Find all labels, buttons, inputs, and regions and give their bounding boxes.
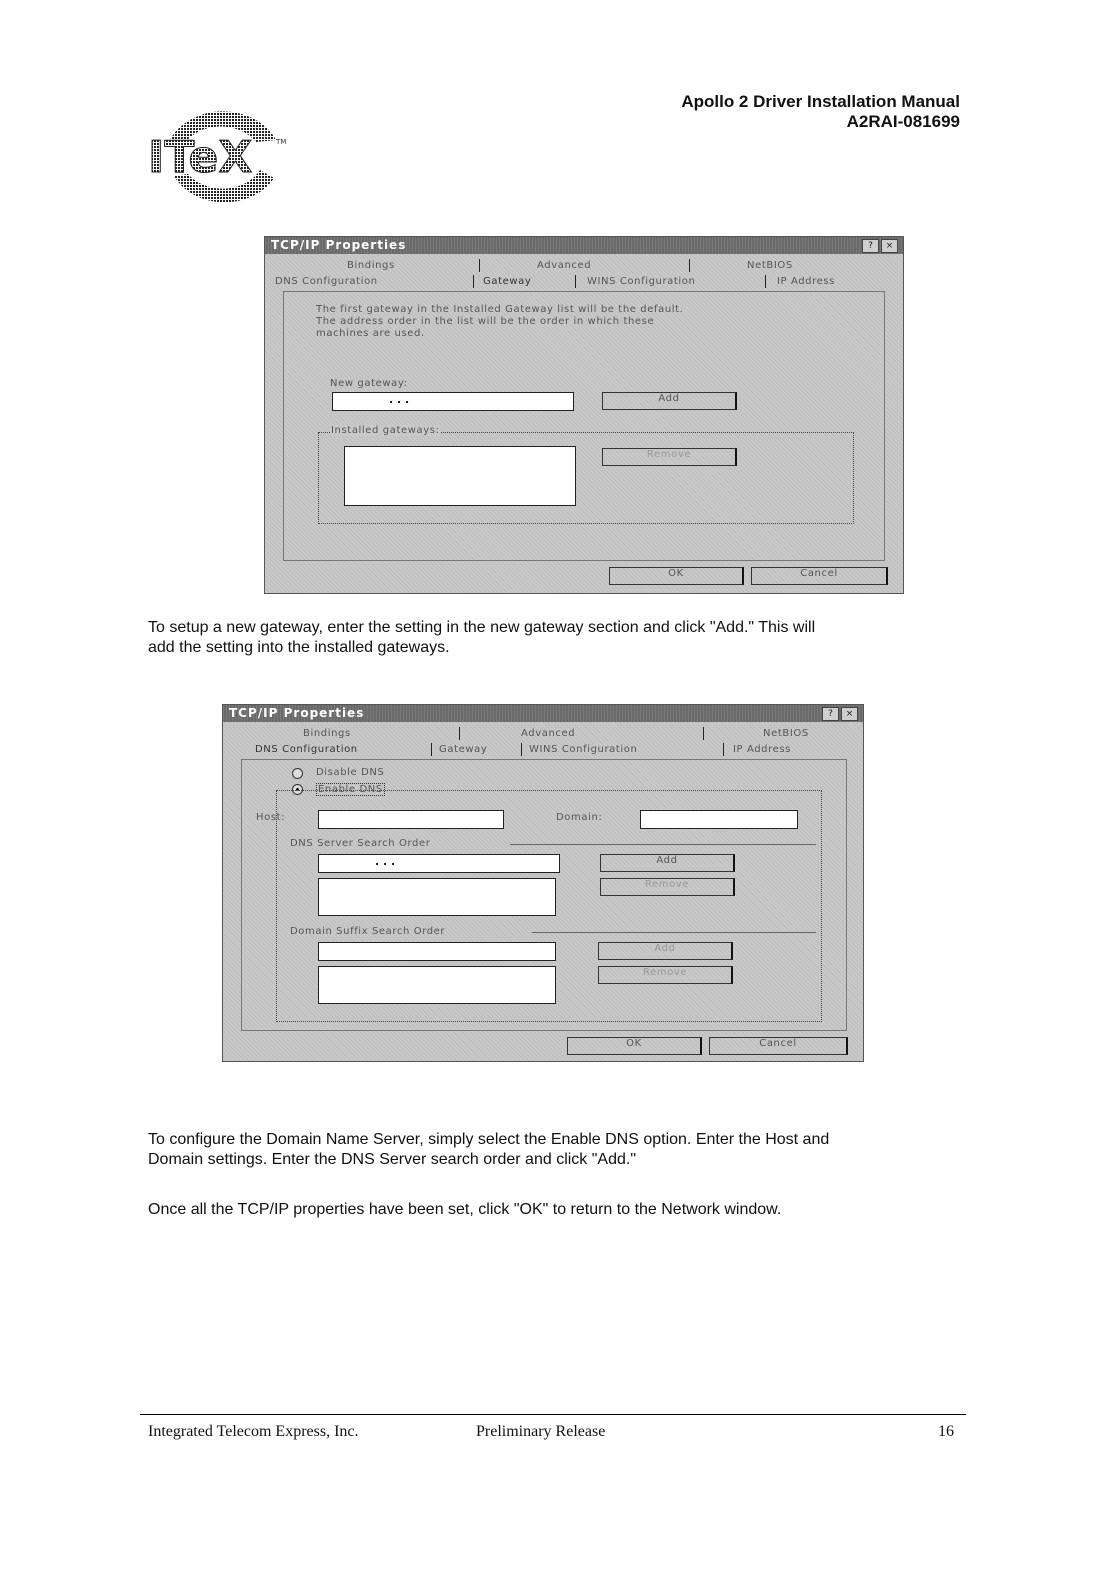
footer-company: Integrated Telecom Express, Inc. xyxy=(148,1423,359,1440)
tab-gateway[interactable]: Gateway xyxy=(483,276,532,287)
gateway-description-3: machines are used. xyxy=(316,328,425,339)
add-gateway-button[interactable]: Add xyxy=(602,392,737,410)
gateway-tab-panel xyxy=(283,291,885,561)
dns-instructions-line-1: To configure the Domain Name Server, simply select the Enable DNS option. Enter the Host and xyxy=(148,1131,830,1148)
gateway-description: The first gateway in the Installed Gateway list will be the default. xyxy=(316,304,684,315)
ip-separators: . . . xyxy=(389,393,410,406)
disable-dns-radio[interactable] xyxy=(292,768,303,779)
footer-release: Preliminary Release xyxy=(476,1423,606,1440)
dialog-title: TCP/IP Properties xyxy=(229,706,365,720)
new-gateway-ip-input[interactable] xyxy=(332,392,574,411)
domain-input[interactable] xyxy=(640,810,798,829)
installed-gateways-list[interactable] xyxy=(344,446,576,506)
domain-suffix-search-order-label: Domain Suffix Search Order xyxy=(290,926,446,937)
remove-gateway-button[interactable]: Remove xyxy=(602,448,737,466)
tab-wins-configuration[interactable]: WINS Configuration xyxy=(529,744,638,755)
dns-instructions xyxy=(148,1130,968,1170)
dns-server-search-order-label: DNS Server Search Order xyxy=(290,838,431,849)
gateway-description-2: The address order in the list will be the order in which these xyxy=(316,316,655,327)
cancel-button[interactable]: Cancel xyxy=(709,1037,848,1055)
page-number: 16 xyxy=(938,1423,954,1440)
header-title-block xyxy=(681,92,960,132)
tab-wins-configuration[interactable]: WINS Configuration xyxy=(587,276,696,287)
domain-suffix-input[interactable] xyxy=(318,942,556,961)
help-button[interactable]: ? xyxy=(822,707,839,721)
dialog-title: TCP/IP Properties xyxy=(271,238,407,252)
disable-dns-label: Disable DNS xyxy=(316,767,385,778)
ok-button[interactable]: OK xyxy=(567,1037,702,1055)
dns-server-ip-input[interactable] xyxy=(318,854,560,873)
tab-ip-address[interactable]: IP Address xyxy=(733,744,791,755)
close-button[interactable]: × xyxy=(881,239,898,253)
gateway-instructions-line-1: To setup a new gateway, enter the setting in the new gateway section and click "Add." This will xyxy=(148,619,816,636)
cancel-button[interactable]: Cancel xyxy=(751,567,888,585)
tab-gateway[interactable]: Gateway xyxy=(439,744,488,755)
tab-netbios[interactable]: NetBIOS xyxy=(747,260,793,271)
close-button[interactable]: × xyxy=(841,707,858,721)
dns-tab-panel xyxy=(241,759,847,1031)
tab-advanced[interactable]: Advanced xyxy=(521,728,576,739)
svg-text:ITeX: ITeX xyxy=(148,132,253,183)
host-input[interactable] xyxy=(318,810,504,829)
add-domain-suffix-button[interactable]: Add xyxy=(598,942,733,960)
installed-gateways-label: Installed gateways: xyxy=(331,425,440,436)
document-id: A2RAI-081699 xyxy=(846,112,960,131)
tab-bindings[interactable]: Bindings xyxy=(347,260,395,271)
tab-ip-address[interactable]: IP Address xyxy=(777,276,835,287)
ok-instructions: Once all the TCP/IP properties have been set, click "OK" to return to the Network window. xyxy=(148,1201,782,1218)
tab-dns-configuration[interactable]: DNS Configuration xyxy=(255,744,358,755)
manual-title: Apollo 2 Driver Installation Manual xyxy=(681,92,960,111)
domain-suffix-list[interactable] xyxy=(318,966,556,1004)
tcpip-properties-dialog-dns xyxy=(222,704,864,1062)
new-gateway-label: New gateway: xyxy=(330,378,408,389)
add-dns-server-button[interactable]: Add xyxy=(600,854,735,872)
gateway-instructions-line-2: add the setting into the installed gateways. xyxy=(148,639,450,656)
remove-domain-suffix-button[interactable]: Remove xyxy=(598,966,733,984)
itex-logo xyxy=(148,92,298,210)
gateway-instructions xyxy=(148,618,968,658)
dns-server-list[interactable] xyxy=(318,878,556,916)
tab-netbios[interactable]: NetBIOS xyxy=(763,728,809,739)
svg-text:TM: TM xyxy=(276,138,287,146)
domain-label: Domain: xyxy=(556,812,603,823)
enable-dns-label: Enable DNS xyxy=(318,784,383,795)
host-label: Host: xyxy=(256,812,286,823)
dialog-titlebar xyxy=(265,237,903,254)
help-button[interactable]: ? xyxy=(862,239,879,253)
ip-separators: . . . xyxy=(375,855,396,868)
tab-advanced[interactable]: Advanced xyxy=(537,260,592,271)
tab-dns-configuration[interactable]: DNS Configuration xyxy=(275,276,378,287)
dns-instructions-line-2: Domain settings. Enter the DNS Server search order and click "Add." xyxy=(148,1151,637,1168)
dialog-titlebar xyxy=(223,705,863,722)
tcpip-properties-dialog-gateway xyxy=(264,236,904,594)
tab-bindings[interactable]: Bindings xyxy=(303,728,351,739)
remove-dns-server-button[interactable]: Remove xyxy=(600,878,735,896)
ok-button[interactable]: OK xyxy=(609,567,744,585)
footer-rule xyxy=(140,1414,966,1415)
